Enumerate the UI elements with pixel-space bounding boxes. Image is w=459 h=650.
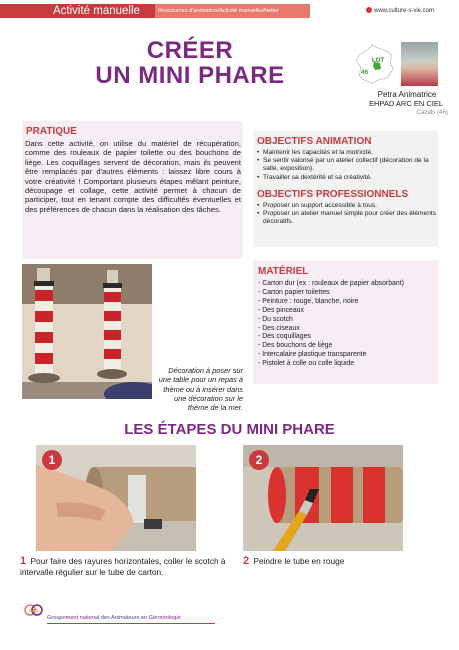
list-item: • Travailler sa dextérité et sa créativité.: [257, 174, 438, 182]
title-line-1: CRÉER: [146, 37, 234, 64]
list-item: - Du scotch: [258, 315, 293, 323]
step-1-number: 1: [20, 555, 27, 567]
footer-divider: [47, 623, 215, 624]
list-item: - Carton papier toilettes: [258, 288, 330, 296]
gag-logo: [24, 602, 44, 618]
step-1-badge: 1: [42, 450, 62, 470]
step-1-description: Pour faire des rayures horizontales, coller le scotch à intervalle régulier sur le tube de carton.: [20, 556, 226, 577]
site-url[interactable]: [366, 7, 434, 14]
materiel-panel: [253, 260, 438, 384]
author-city: Cazals (46): [416, 109, 448, 116]
site-url-text: www.culture-s-vie.com: [374, 8, 435, 14]
list-item: • Maintenir les capacités et la motricité.: [257, 149, 438, 157]
list-item: - Intercalaire plastique transparente: [258, 351, 367, 359]
step-1-photo: [36, 445, 196, 551]
department-number: 46: [361, 69, 369, 76]
svg-text:GAG: GAG: [28, 608, 39, 613]
list-item: - Des coquillages: [258, 333, 311, 341]
step-2-number: 2: [243, 555, 250, 567]
breadcrumb: Ressources d'animation/Activité manuelle/Atelier: [155, 4, 310, 18]
lighthouse-photo: [22, 264, 152, 399]
objectifs-animation-list: [253, 149, 438, 182]
author-avatar: [401, 42, 438, 86]
objectifs-professionnels-list: [253, 202, 438, 227]
region-logo: LOT: [372, 58, 384, 64]
step-2-photo: [243, 445, 403, 551]
list-item: • Se sentir valorisé par un atelier collectif (décoration de la salle, exposition).: [257, 157, 438, 173]
list-item: - Carton dur (ex : rouleaux de papier absorbant): [258, 280, 404, 287]
category-label: Activité manuelle: [0, 4, 155, 18]
objectives-panel: [253, 131, 438, 247]
header-band: [0, 4, 459, 17]
step-1-text: [20, 556, 245, 578]
step-2-description: Peindre le tube en rouge: [253, 556, 345, 566]
materiel-heading: MATÉRIEL: [258, 266, 309, 277]
objectifs-animation-heading: OBJECTIFS ANIMATION: [257, 136, 372, 147]
france-map-icon: [352, 42, 396, 86]
pratique-heading: PRATIQUE: [26, 126, 77, 137]
photo-caption: Décoration à poser sur une table pour un repas à thème ou à insérer dans une décoration sur le thème de la mer.: [158, 366, 243, 413]
list-item: - Peinture : rouge, blanche, noire: [258, 297, 359, 305]
author-name: Petra Animatrice: [377, 90, 437, 99]
page-title: [60, 38, 320, 88]
list-item: - Des ciseaux: [258, 324, 300, 332]
materiel-list: [253, 280, 438, 369]
step-2-text: [243, 556, 433, 567]
list-item: • Proposer un support accessible à tous.: [257, 202, 438, 210]
steps-heading: LES ÉTAPES DU MINI PHARE: [124, 421, 335, 438]
pratique-panel: [22, 121, 243, 259]
pratique-text: Dans cette activité, on utilise du matériel de récupération, comme des rouleaux de papier toilette ou des bouchons de liège. Les coquillages servent de décoration, mais ils peuvent être remplacés par d'autres éléments : laissez libre cours à votre créativité ! Comportant plusieurs étapes mêlant peinture, découpage et collage, cette activité permet à chacun de participer, tout en tenant compte des difficultés éventuelles et des préférences de chacun dans la réalisation des tâches.: [25, 139, 241, 214]
list-item: - Des bouchons de liège: [258, 342, 333, 350]
list-item: - Des pinceaux: [258, 306, 304, 314]
objectifs-professionnels-heading: OBJECTIFS PROFESSIONNELS: [257, 188, 409, 200]
title-line-2: UN MINI PHARE: [95, 62, 285, 89]
footer-organization: Groupement national des Animateurs en Gérontologie: [47, 615, 181, 621]
site-logo-icon: [366, 7, 372, 13]
list-item: • Proposer un atelier manuel simple pour créer des éléments décoratifs.: [257, 210, 438, 226]
list-item: - Pistolet à colle ou colle liquide: [258, 360, 355, 368]
step-2-badge: 2: [249, 450, 269, 470]
author-organization: EHPAD ARC EN CIEL: [368, 99, 444, 108]
